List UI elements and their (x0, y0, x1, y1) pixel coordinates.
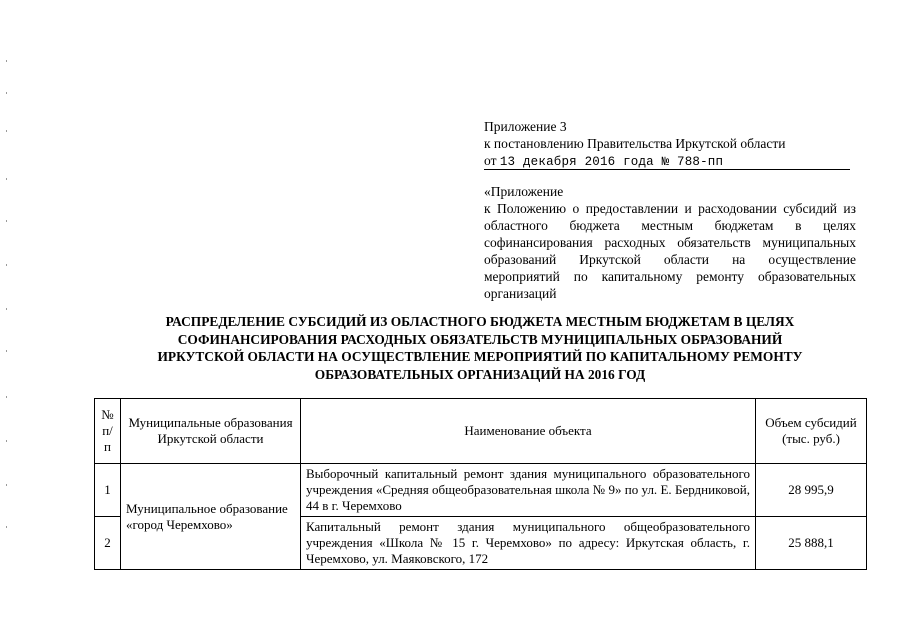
subsidy-volume: 28 995,9 (756, 464, 867, 517)
object-name: Капитальный ремонт здания муниципального общеобразовательного учреждения «Школа № 15 г. Черемхово» по адресу: Иркутская область, г. Черемхово, ул. Маяковского, 172 (301, 517, 756, 570)
appendix-header (484, 118, 856, 170)
title-line: РАСПРЕДЕЛЕНИЕ СУБСИДИЙ ИЗ ОБЛАСТНОГО БЮДЖЕТА МЕСТНЫМ БЮДЖЕТАМ В ЦЕЛЯХ (165, 314, 795, 329)
municipality-cell: Муниципальное образование «город Черемхово» (121, 464, 301, 570)
subsidy-volume: 25 888,1 (756, 517, 867, 570)
scan-margin-marks (6, 60, 8, 540)
object-name: Выборочный капитальный ремонт здания муниципального образовательного учреждения «Средняя общеобразовательная школа № 9» по ул. Е. Бердниковой, 44 в г. Черемхово (301, 464, 756, 517)
title-line: ОБРАЗОВАТЕЛЬНЫХ ОРГАНИЗАЦИЙ НА 2016 ГОД (314, 366, 646, 382)
regulation-text: к Положению о предоставлении и расходовании субсидий из областного бюджета местным бюджетам в целях софинансирования расходных обязательств муниципальных образований Иркутской области на осуществление мероприятий по капитальному ремонту образовательных организаций (484, 201, 856, 301)
appendix-date-prefix: от (484, 153, 497, 168)
row-number: 1 (95, 464, 121, 517)
regulation-reference (484, 183, 856, 302)
appendix-date-line (484, 152, 850, 170)
table-header-row (95, 399, 867, 464)
row-number: 2 (95, 517, 121, 570)
table-row (95, 464, 867, 517)
subsidy-table (94, 398, 867, 570)
title-line: ИРКУТСКОЙ ОБЛАСТИ НА ОСУЩЕСТВЛЕНИЕ МЕРОПРИЯТИЙ ПО КАПИТАЛЬНОМУ РЕМОНТУ (157, 349, 803, 364)
header-number: № п/п (95, 399, 121, 464)
appendix-resolution: к постановлению Правительства Иркутской области (484, 136, 786, 151)
header-object: Наименование объекта (301, 399, 756, 464)
header-municipality: Муниципальные образования Иркутской области (121, 399, 301, 464)
title-line: СОФИНАНСИРОВАНИЯ РАСХОДНЫХ ОБЯЗАТЕЛЬСТВ МУНИЦИПАЛЬНЫХ ОБРАЗОВАНИЙ (177, 331, 783, 347)
header-volume: Объем субсидий (тыс. руб.) (756, 399, 867, 464)
appendix-date-value: 13 декабря 2016 года № 788-пп (499, 155, 724, 169)
regulation-heading: «Приложение (484, 184, 564, 199)
document-title (95, 313, 865, 383)
appendix-number: Приложение 3 (484, 119, 567, 134)
